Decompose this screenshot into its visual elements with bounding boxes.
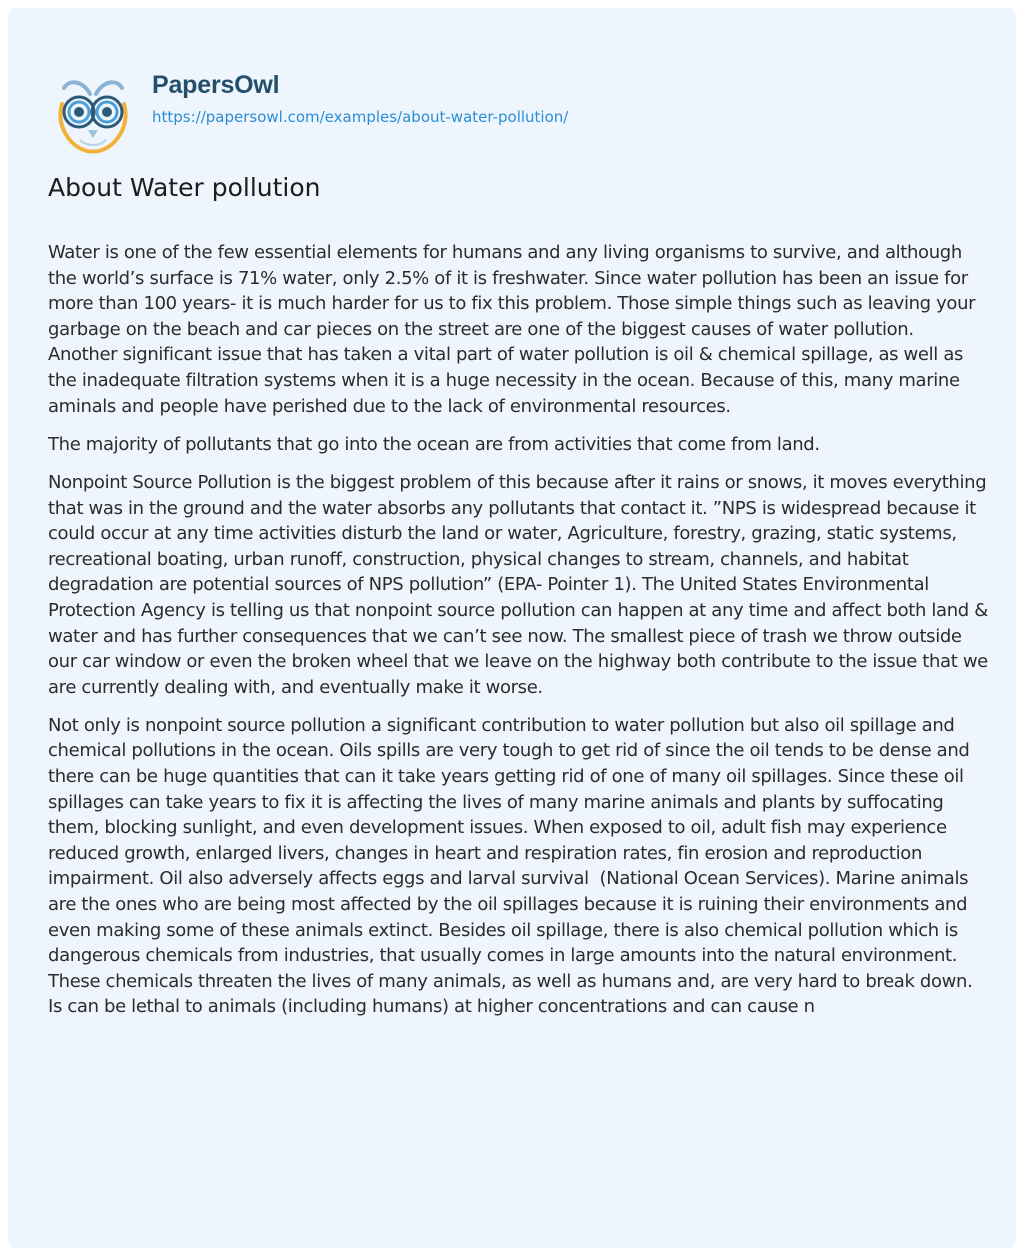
brand-name[interactable]: PapersOwl bbox=[152, 71, 280, 99]
paragraph: Nonpoint Source Pollution is the biggest problem of this because after it rains or snows, it moves everything that was in the ground and the water absorbs any pollutants that contact it. ”NPS is widespread because it could occur at any time activities disturb the land or water, Agriculture, forestry, grazing, static systems, recreational boating, urban runoff, construction, physical changes to stream, channels, and habitat degradation are potential sources of NPS pollution” (EPA- Pointer 1). The United States Environmental Protection Agency is telling us that nonpoint source pollution can happen at any time and affect both land & water and has further consequences that we can’t see now. The smallest piece of trash we throw outside our car window or even the broken wheel that we leave on the highway both contribute to the issue that we are currently dealing with, and eventually make it worse. bbox=[48, 471, 994, 698]
essay-title: About Water pollution bbox=[48, 173, 321, 202]
essay-body bbox=[48, 240, 994, 1033]
source-url-link[interactable]: https://papersowl.com/examples/about-water-pollution/ bbox=[152, 108, 569, 126]
brand-block bbox=[152, 70, 568, 126]
document-card bbox=[8, 8, 1016, 1248]
site-header bbox=[50, 66, 568, 156]
paragraph: Not only is nonpoint source pollution a significant contribution to water pollution but also oil spillage and chemical pollutions in the ocean. Oils spills are very tough to get rid of since the oil tends to be dense and there can be huge quantities that can it take years getting rid of one of many oil spillages. Since these oil spillages can take years to fix it is affecting the lives of many marine animals and plants by suffocating them, blocking sunlight, and even development issues. When exposed to oil, adult fish may experience reduced growth, enlarged livers, changes in heart and respiration rates, fin erosion and reproduction impairment. Oil also adversely affects eggs and larval survival (National Ocean Services). Marine animals are the ones who are being most affected by the oil spillages because it is ruining their environments and even making some of these animals extinct. Besides oil spillage, there is also chemical pollution which is dangerous chemicals from industries, that usually comes in large amounts into the natural environment. These chemicals threaten the lives of many animals, as well as humans and, are very hard to break down. Is can be lethal to animals (including humans) at higher concentrations and can cause n bbox=[48, 714, 978, 1018]
paragraph: The majority of pollutants that go into the ocean are from activities that come from land. bbox=[48, 433, 820, 455]
owl-logo-icon[interactable] bbox=[50, 66, 136, 156]
paragraph: Water is one of the few essential elements for humans and any living organisms to survive, and although the world’s surface is 71% water, only 2.5% of it is freshwater. Since water pollution has been an issue for more than 100 years- it is much harder for us to fix this problem. Those simple things such as leaving your garbage on the beach and car pieces on the street are one of the biggest causes of water pollution. Another significant issue that has taken a vital part of water pollution is oil & chemical spillage, as well as the inadequate filtration systems when it is a huge necessity in the ocean. Because of this, many marine aminals and people have perished due to the lack of environmental resources. bbox=[48, 242, 981, 417]
